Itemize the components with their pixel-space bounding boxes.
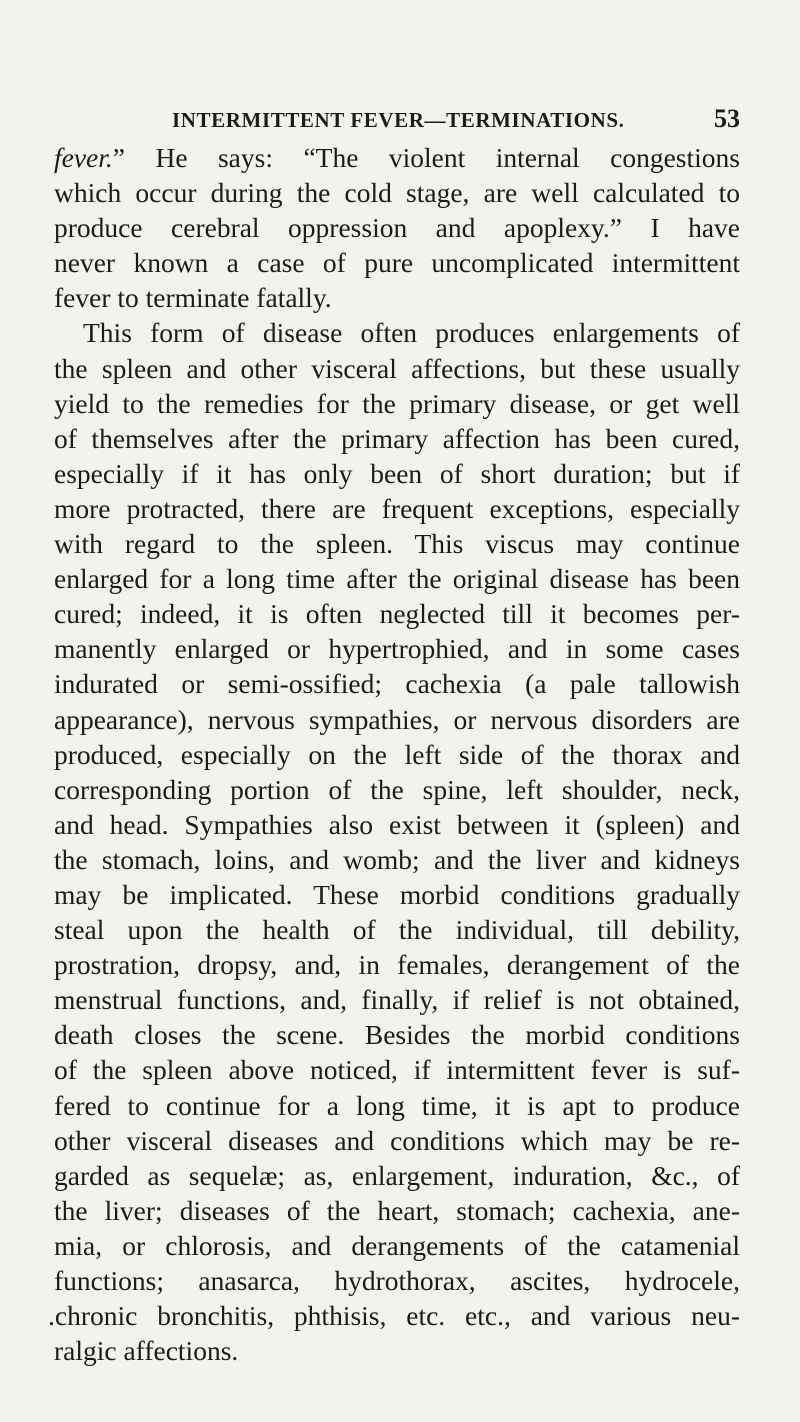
text-line: more protracted, there are frequent exceptions, especially — [54, 492, 740, 524]
text-line: indurated or semi-ossified; cachexia (a pale tallowish — [54, 668, 740, 700]
text-line: and head. Sympathies also exist between it (spleen) and — [54, 808, 740, 840]
text-line: menstrual functions, and, finally, if relief is not obtained, — [54, 984, 740, 1016]
text-line: garded as sequelæ; as, enlargement, induration, &c., of — [54, 1159, 740, 1191]
text-line: of the spleen above noticed, if intermittent fever is suf- — [54, 1054, 740, 1086]
text-line: death closes the scene. Besides the morbid conditions — [54, 1019, 740, 1051]
first-line-rest: ” He says: “The violent internal congestions — [112, 142, 740, 173]
text-line-1 — [54, 140, 740, 175]
text-line: other visceral diseases and conditions which may be re- — [54, 1124, 740, 1156]
italic-word: fever. — [54, 142, 113, 173]
body-text — [48, 140, 740, 1368]
text-line: mia, or chlorosis, and derangements of the catamenial — [54, 1229, 740, 1261]
text-line: especially if it has only been of short duration; but if — [54, 457, 740, 489]
text-line: produced, especially on the left side of the thorax and — [54, 738, 740, 770]
text-line: which occur during the cold stage, are well calculated to — [54, 177, 740, 209]
text-line: with regard to the spleen. This viscus may continue — [54, 528, 740, 560]
text-line: produce cerebral oppression and apoplexy.” I have — [54, 212, 740, 244]
paragraph-start-line: This form of disease often produces enlargements of — [83, 317, 740, 349]
paragraph-end-line: fever to terminate fatally. — [54, 282, 332, 314]
text-line: yield to the remedies for the primary disease, or get well — [54, 387, 740, 419]
text-line: the spleen and other visceral affections, but these usually — [54, 352, 740, 384]
text-line: appearance), nervous sympathies, or nervous disorders are — [54, 703, 740, 735]
text-line: the liver; diseases of the heart, stomach; cachexia, ane- — [54, 1194, 740, 1226]
text-line: may be implicated. These morbid conditions gradually — [54, 878, 740, 910]
paragraph-end-line: ralgic affections. — [54, 1335, 239, 1367]
text-line: .chronic bronchitis, phthisis, etc. etc., and various neu- — [48, 1300, 740, 1332]
page-number: 53 — [714, 104, 740, 133]
text-line: prostration, dropsy, and, in females, derangement of the — [54, 949, 740, 981]
text-line: manently enlarged or hypertrophied, and in some cases — [54, 633, 740, 665]
text-line: enlarged for a long time after the original disease has been — [54, 563, 740, 595]
text-line: the stomach, loins, and womb; and the liver and kidneys — [54, 843, 740, 875]
text-line: cured; indeed, it is often neglected till it becomes per- — [54, 598, 740, 630]
running-title: INTERMITTENT FEVER—TERMINATIONS. — [172, 108, 625, 132]
text-line: fered to continue for a long time, it is apt to produce — [54, 1089, 740, 1121]
running-head — [54, 104, 740, 134]
text-line: functions; anasarca, hydrothorax, ascites, hydrocele, — [54, 1265, 740, 1296]
text-line: steal upon the health of the individual, till debility, — [54, 914, 740, 946]
text-line: corresponding portion of the spine, left shoulder, neck, — [54, 773, 740, 805]
text-line: never known a case of pure uncomplicated intermittent — [54, 247, 740, 279]
text-line: of themselves after the primary affection has been cured, — [54, 422, 740, 454]
